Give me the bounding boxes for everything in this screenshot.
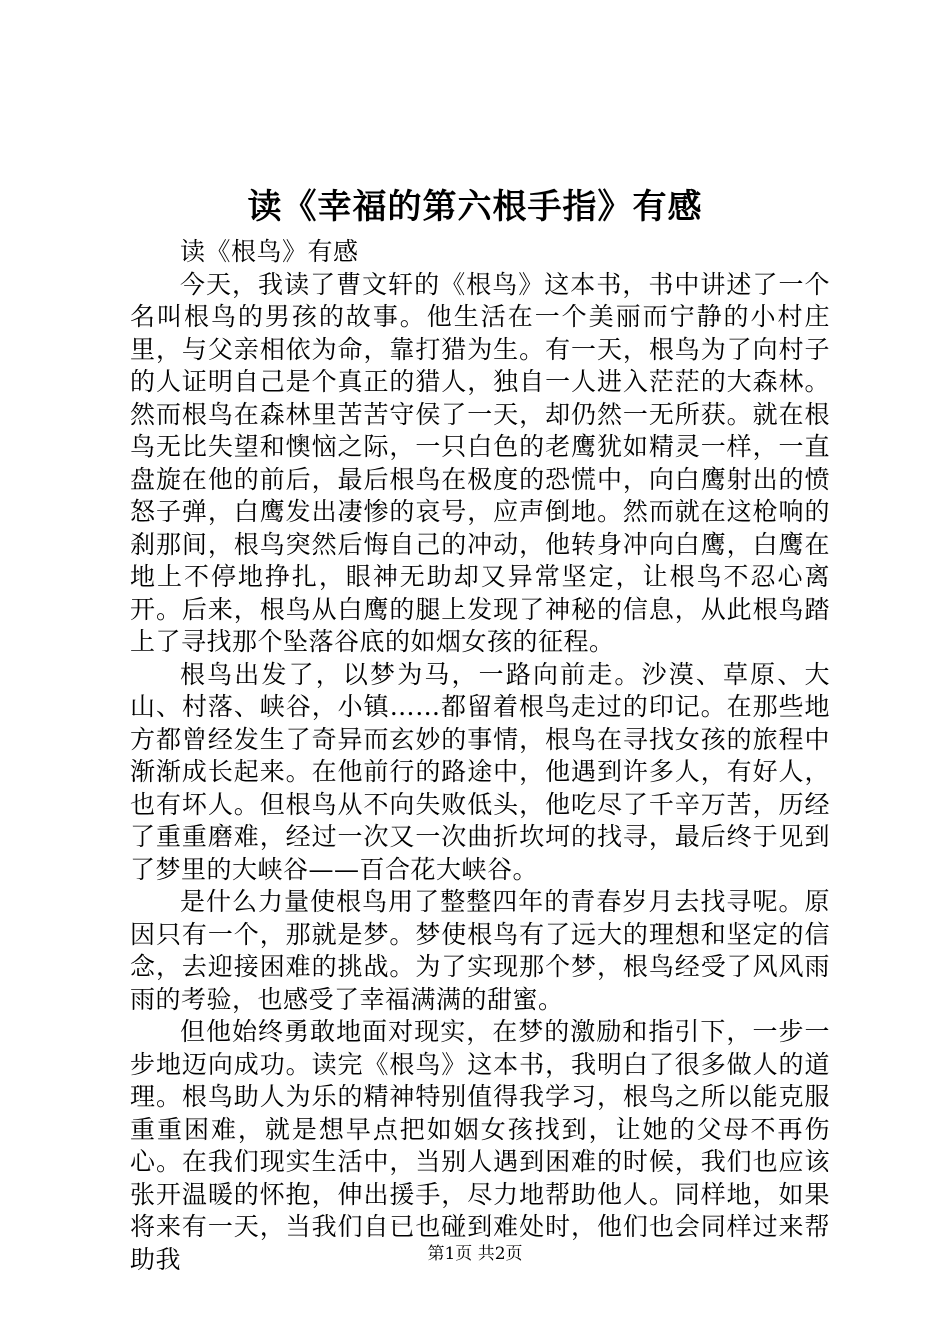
page-title: 读《幸福的第六根手指》有感	[247, 187, 703, 227]
page-number-footer: 第1页 共2页	[427, 1244, 523, 1264]
document-body	[130, 236, 830, 1276]
subtitle-line: 读《根鸟》有感	[180, 237, 359, 266]
paragraph-4: 但他始终勇敢地面对现实，在梦的激励和指引下，一步一步地迈向成功。读完《根鸟》这本书，我明白了很多做人的道理。根鸟助人为乐的精神特别值得我学习，根鸟之所以能克服重重困难，就是想早点把如姻女孩找到，让她的父母不再伤心。在我们现实生活中，当别人遇到困难的时候，我们也应该张开温暖的怀抱，伸出援手，尽力地帮助他人。同样地，如果将来有一天，当我们自已也碰到难处时，他们也会同样过来帮助我	[130, 1017, 830, 1274]
paragraph-3: 是什么力量使根鸟用了整整四年的青春岁月去找寻呢。原因只有一个，那就是梦。梦使根鸟有了远大的理想和坚定的信念，去迎接困难的挑战。为了实现那个梦，根鸟经受了风风雨雨的考验，也感受了幸福满满的甜蜜。	[130, 887, 830, 1014]
paragraph-1: 今天，我读了曹文轩的《根鸟》这本书，书中讲述了一个名叫根鸟的男孩的故事。他生活在一个美丽而宁静的小村庄里，与父亲相依为命，靠打猎为生。有一天，根鸟为了向村子的人证明自己是个真正的猎人，独自一人进入茫茫的大森林。然而根鸟在森林里苦苦守侯了一天，却仍然一无所获。就在根鸟无比失望和懊恼之际，一只白色的老鹰犹如精灵一样，一直盘旋在他的前后，最后根鸟在极度的恐慌中，向白鹰射出的愤怒子弹，白鹰发出凄惨的哀号，应声倒地。然而就在这枪响的刹那间，根鸟突然后悔自己的冲动，他转身冲向白鹰，白鹰在地上不停地挣扎，眼神无助却又异常坚定，让根鸟不忍心离开。后来，根鸟从白鹰的腿上发现了神秘的信息，从此根鸟踏上了寻找那个坠落谷底的如烟女孩的征程。	[130, 269, 830, 656]
paragraph-2: 根鸟出发了，以梦为马，一路向前走。沙漠、草原、大山、村落、峡谷，小镇……都留着根鸟走过的印记。在那些地方都曾经发生了奇异而玄妙的事情，根鸟在寻找女孩的旅程中渐渐成长起来。在他前行的路途中，他遇到许多人，有好人，也有坏人。但根鸟从不向失败低头，他吃尽了千辛万苦，历经了重重磨难，经过一次又一次曲折坎坷的找寻，最后终于见到了梦里的大峡谷——百合花大峡谷。	[130, 659, 830, 884]
